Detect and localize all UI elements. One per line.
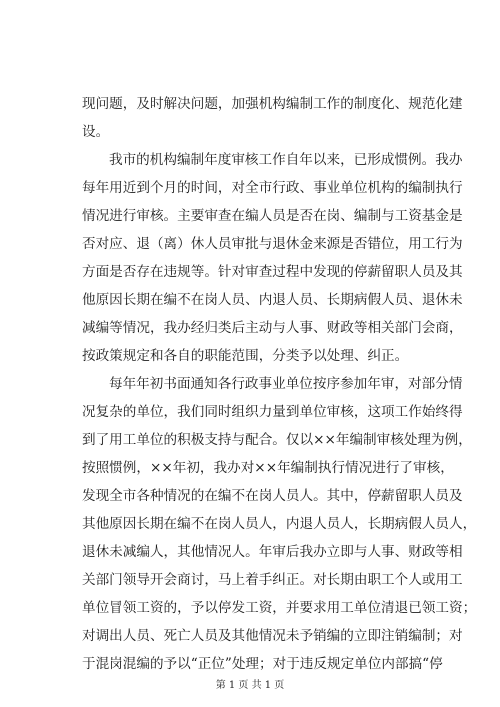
text-line: 他原因长期在编不在岗人员、内退人员、长期病假人员、退休未 <box>82 292 463 308</box>
text-line: 减编等情况，我办经归类后主动与人事、财政等相关部门会商， <box>82 320 463 336</box>
text-line: 对调出人员、死亡人员及其他情况未予销编的立即注销编制；对 <box>82 628 463 644</box>
text-line: 情况进行审核。主要审查在编人员是否在岗、编制与工资基金是 <box>82 208 463 224</box>
text-line: 发现全市各种情况的在编不在岗人员人。其中，停薪留职人员及 <box>82 488 463 504</box>
text-line: 到了用工单位的积极支持与配合。仅以××年编制审核处理为例， <box>82 432 472 448</box>
text-line: 设。 <box>82 124 110 140</box>
text-line: 关部门领导开会商讨，马上着手纠正。对长期由职工个人或用工 <box>82 572 463 588</box>
text-line: 现问题，及时解决问题，加强机构编制工作的制度化、规范化建 <box>82 96 463 112</box>
text-line: 其他原因长期在编不在岗人员人，内退人员人，长期病假人员人， <box>82 516 477 532</box>
text-line: 否对应、退（离）休人员审批与退休金来源是否错位，用工行为 <box>82 236 463 252</box>
text-line: 况复杂的单位，我们同时组织力量到单位审核，这项工作始终得 <box>82 404 463 420</box>
text-line: 于混岗混编的予以“正位”处理；对于违反规定单位内部搞“停 <box>82 656 443 672</box>
text-line: 方面是否存在违规等。针对审查过程中发现的停薪留职人员及其 <box>82 264 463 280</box>
paragraph-first-line: 我市的机构编制年度审核工作自年以来，已形成惯例。我办 <box>109 152 463 168</box>
text-line: 按照惯例，××年初，我办对××年编制执行情况进行了审核， <box>82 460 454 476</box>
page-footer: 第 1 页 共 1 页 <box>215 680 285 691</box>
text-line: 按政策规定和各自的职能范围，分类予以处理、纠正。 <box>82 348 409 364</box>
paragraph-first-line: 每年年初书面通知各行政事业单位按序参加年审，对部分情 <box>109 376 463 392</box>
text-line: 退休未减编人，其他情况人。年审后我办立即与人事、财政等相 <box>82 544 463 560</box>
text-line: 每年用近到个月的时间，对全市行政、事业单位机构的编制执行 <box>82 180 463 196</box>
text-line: 单位冒领工资的，予以停发工资，并要求用工单位清退已领工资； <box>82 600 477 616</box>
